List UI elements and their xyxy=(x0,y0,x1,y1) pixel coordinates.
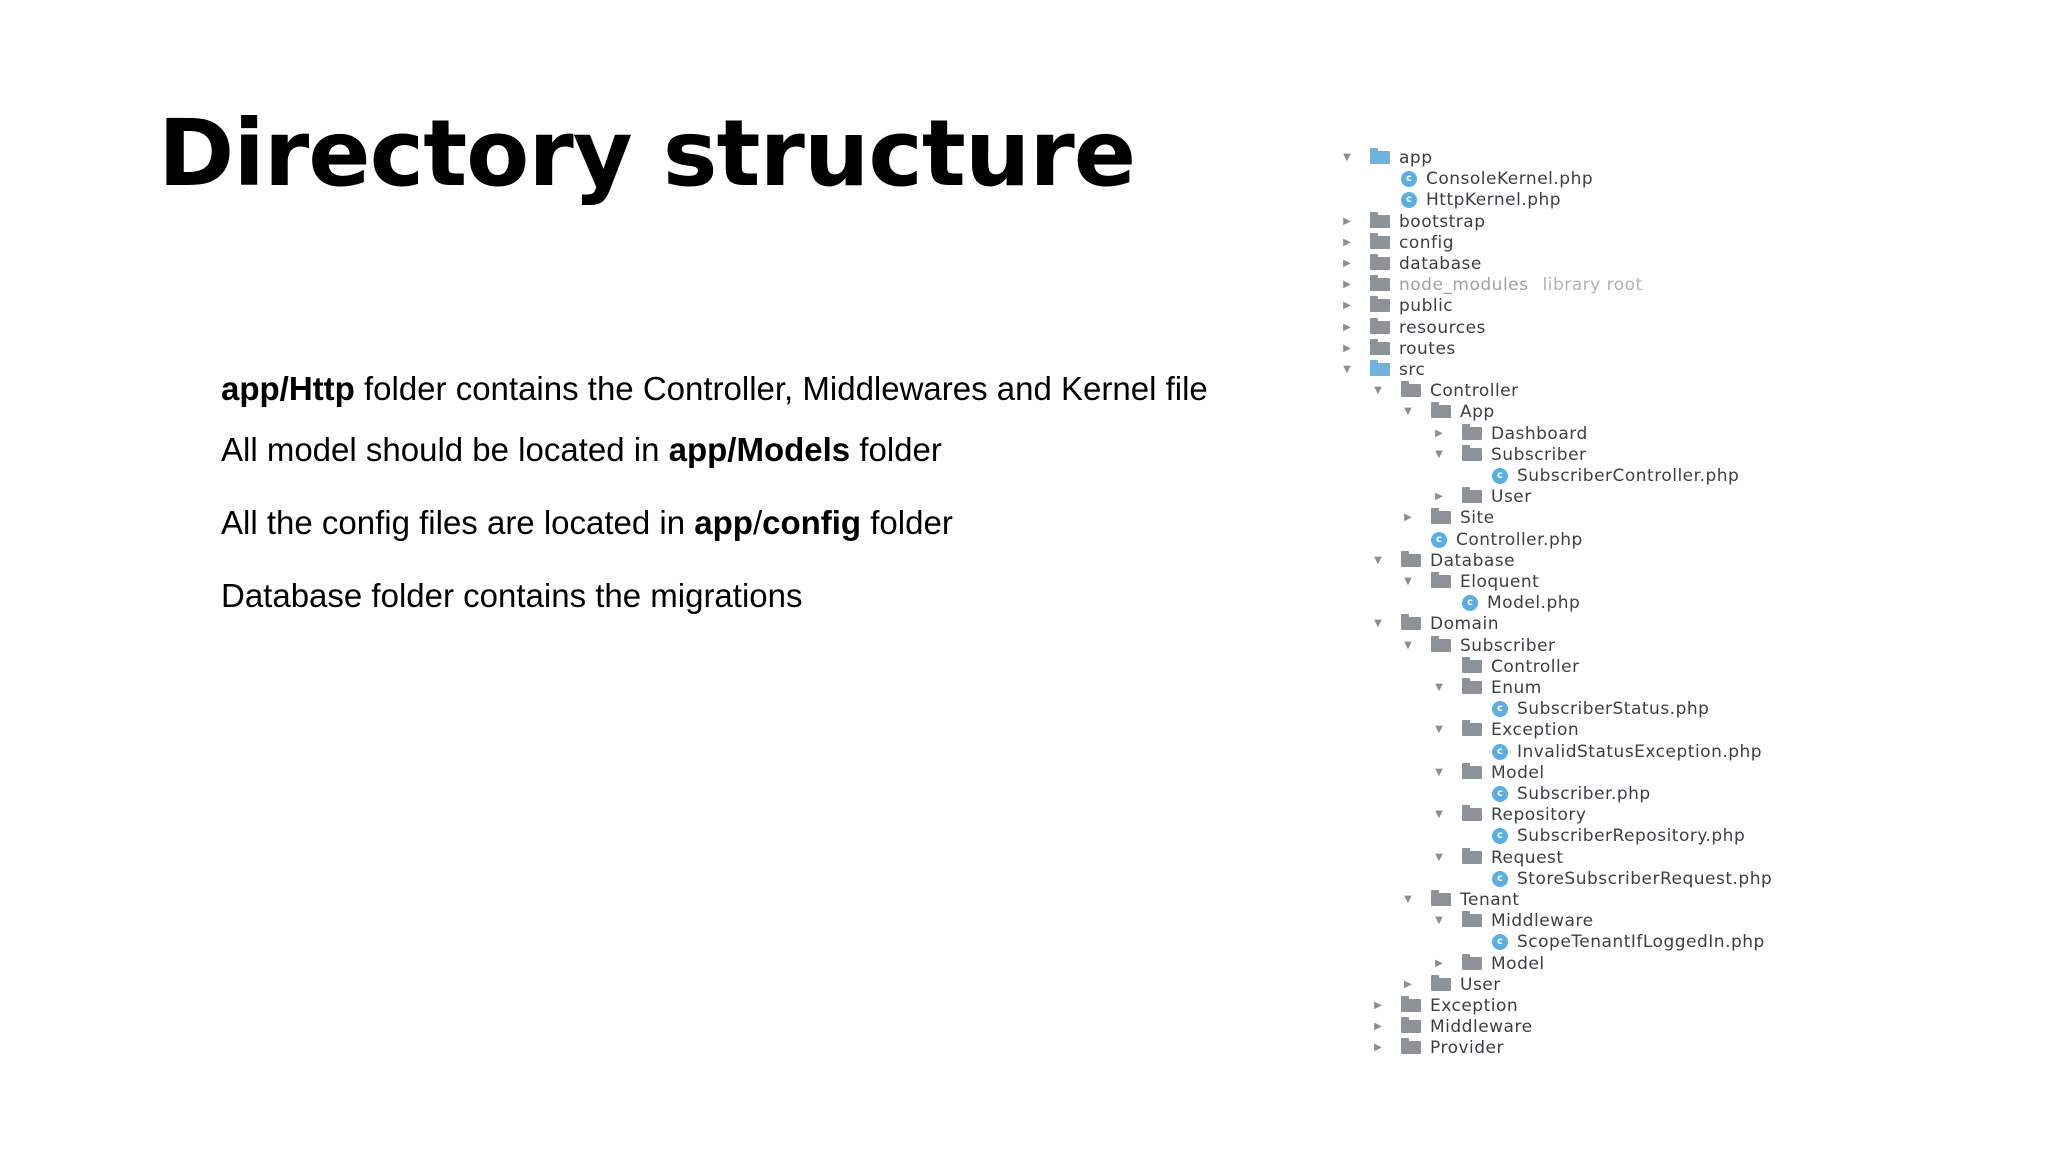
tree-row[interactable] xyxy=(1340,359,1425,380)
folder-icon xyxy=(1370,342,1390,355)
expanded-arrow-icon[interactable]: ▼ xyxy=(1435,809,1443,820)
folder-icon xyxy=(1401,1041,1421,1054)
php-class-file-icon: c xyxy=(1492,871,1508,887)
folder-icon xyxy=(1462,808,1482,821)
php-class-file-icon: c xyxy=(1492,828,1508,844)
tree-row[interactable] xyxy=(1371,168,1593,189)
expanded-arrow-icon[interactable]: ▼ xyxy=(1404,406,1412,417)
tree-item-label: Model xyxy=(1491,762,1545,783)
php-class-file-icon: c xyxy=(1492,744,1508,760)
folder-icon xyxy=(1431,405,1451,418)
folder-icon xyxy=(1401,554,1421,567)
tree-item-label: Controller.php xyxy=(1456,529,1583,550)
tree-item-label: public xyxy=(1399,295,1454,316)
tree-item-label: node_modules xyxy=(1399,274,1529,295)
folder-icon xyxy=(1462,851,1482,864)
collapsed-arrow-icon[interactable]: ▶ xyxy=(1374,1000,1382,1011)
expanded-arrow-icon[interactable]: ▼ xyxy=(1435,449,1443,460)
tree-item-label: Subscriber xyxy=(1460,635,1556,656)
php-class-file-icon: c xyxy=(1492,701,1508,717)
folder-icon xyxy=(1462,766,1482,779)
folder-icon xyxy=(1401,999,1421,1012)
php-class-file-icon: c xyxy=(1431,532,1447,548)
collapsed-arrow-icon[interactable]: ▶ xyxy=(1343,216,1351,227)
tree-row[interactable] xyxy=(1462,741,1762,762)
tree-item-label: Database xyxy=(1430,550,1516,571)
collapsed-arrow-icon[interactable]: ▶ xyxy=(1343,300,1351,311)
collapsed-arrow-icon[interactable]: ▶ xyxy=(1343,258,1351,269)
tree-row[interactable] xyxy=(1371,189,1561,210)
tree-item-label: User xyxy=(1491,486,1532,507)
bullet-text: All model should be located in xyxy=(221,431,669,468)
tree-row[interactable] xyxy=(1371,995,1518,1016)
folder-icon xyxy=(1462,448,1482,461)
tree-item-label: Controller xyxy=(1491,656,1580,677)
tree-row[interactable] xyxy=(1462,465,1739,486)
tree-item-label: Repository xyxy=(1491,804,1587,825)
bullet-text: folder contains the Controller, Middlewares and Kernel file xyxy=(354,370,1208,407)
expanded-arrow-icon[interactable]: ▼ xyxy=(1374,555,1382,566)
folder-icon xyxy=(1370,151,1390,164)
tree-item-label: Eloquent xyxy=(1460,571,1540,592)
tree-row[interactable] xyxy=(1432,444,1587,465)
folder-icon xyxy=(1370,257,1390,270)
tree-row[interactable] xyxy=(1401,507,1495,528)
tree-row[interactable] xyxy=(1340,317,1486,338)
tree-row[interactable] xyxy=(1432,656,1580,677)
tree-item-label: src xyxy=(1399,359,1426,380)
tree-row[interactable] xyxy=(1401,401,1495,422)
folder-icon xyxy=(1370,215,1390,228)
tree-row[interactable] xyxy=(1462,868,1772,889)
tree-row[interactable] xyxy=(1432,486,1532,507)
php-class-file-icon: c xyxy=(1492,786,1508,802)
tree-item-label: ConsoleKernel.php xyxy=(1426,168,1594,189)
expanded-arrow-icon[interactable]: ▼ xyxy=(1404,576,1412,587)
bullet-text: folder xyxy=(861,504,953,541)
tree-row[interactable] xyxy=(1401,571,1539,592)
bullet-app-config xyxy=(221,506,953,539)
slide-title: Directory structure xyxy=(158,100,1136,207)
folder-icon xyxy=(1462,723,1482,736)
tree-row[interactable] xyxy=(1432,847,1564,868)
folder-icon xyxy=(1370,278,1390,291)
folder-icon xyxy=(1401,1020,1421,1033)
tree-item-label: Subscriber xyxy=(1491,444,1587,465)
tree-row[interactable] xyxy=(1371,1037,1504,1058)
tree-item-label: Site xyxy=(1460,507,1495,528)
collapsed-arrow-icon[interactable]: ▶ xyxy=(1435,491,1443,502)
expanded-arrow-icon[interactable]: ▼ xyxy=(1404,640,1412,651)
tree-item-label: Dashboard xyxy=(1491,423,1588,444)
tree-item-label: Tenant xyxy=(1460,889,1520,910)
collapsed-arrow-icon[interactable]: ▶ xyxy=(1343,343,1351,354)
folder-icon xyxy=(1401,617,1421,630)
bullet-text: folder xyxy=(850,431,942,468)
php-class-file-icon: c xyxy=(1401,192,1417,208)
folder-icon xyxy=(1431,978,1451,991)
folder-icon xyxy=(1431,511,1451,524)
tree-item-label: SubscriberController.php xyxy=(1517,465,1740,486)
tree-item-label: bootstrap xyxy=(1399,211,1486,232)
folder-icon xyxy=(1431,575,1451,588)
tree-row[interactable] xyxy=(1462,931,1765,952)
tree-row[interactable] xyxy=(1432,762,1545,783)
tree-item-label: ScopeTenantIfLoggedIn.php xyxy=(1517,931,1765,952)
tree-item-label: StoreSubscriberRequest.php xyxy=(1517,868,1773,889)
tree-item-label: User xyxy=(1460,974,1501,995)
tree-item-label: routes xyxy=(1399,338,1456,359)
bullet-bold: app xyxy=(694,504,753,541)
php-class-file-icon: c xyxy=(1492,468,1508,484)
tree-item-label: Domain xyxy=(1430,613,1499,634)
expanded-arrow-icon[interactable]: ▼ xyxy=(1435,852,1443,863)
folder-icon xyxy=(1370,236,1390,249)
folder-icon xyxy=(1462,660,1482,673)
tree-row[interactable] xyxy=(1432,953,1545,974)
folder-icon xyxy=(1431,639,1451,652)
tree-row[interactable] xyxy=(1432,804,1586,825)
collapsed-arrow-icon[interactable]: ▶ xyxy=(1374,1021,1382,1032)
bullet-text: Database folder contains the migrations xyxy=(221,577,803,614)
tree-row[interactable] xyxy=(1340,147,1433,168)
tree-item-label: Controller xyxy=(1430,380,1519,401)
bullet-app-http xyxy=(221,372,1208,405)
tree-item-label: Model xyxy=(1491,953,1545,974)
tree-row[interactable] xyxy=(1371,1016,1533,1037)
collapsed-arrow-icon[interactable]: ▶ xyxy=(1343,237,1351,248)
tree-row[interactable] xyxy=(1340,338,1456,359)
tree-row[interactable] xyxy=(1432,592,1580,613)
collapsed-arrow-icon[interactable]: ▶ xyxy=(1374,1042,1382,1053)
bullet-bold: app/Http xyxy=(221,370,355,407)
tree-item-label: config xyxy=(1399,232,1455,253)
expanded-arrow-icon[interactable]: ▼ xyxy=(1435,767,1443,778)
tree-row[interactable] xyxy=(1340,274,1643,295)
tree-item-label: SubscriberRepository.php xyxy=(1517,825,1746,846)
tree-row[interactable] xyxy=(1462,825,1745,846)
folder-icon xyxy=(1462,681,1482,694)
bullet-text: / xyxy=(752,504,763,541)
tree-row[interactable] xyxy=(1432,719,1579,740)
folder-icon xyxy=(1462,427,1482,440)
tree-row[interactable] xyxy=(1401,974,1501,995)
folder-icon xyxy=(1370,321,1390,334)
php-class-file-icon: c xyxy=(1492,934,1508,950)
tree-row[interactable] xyxy=(1340,232,1454,253)
bullet-bold: app/Models xyxy=(668,431,851,468)
expanded-arrow-icon[interactable]: ▼ xyxy=(1404,894,1412,905)
tree-item-label: database xyxy=(1399,253,1482,274)
tree-row[interactable] xyxy=(1340,211,1485,232)
tree-item-label: Subscriber.php xyxy=(1517,783,1651,804)
tree-item-label: Provider xyxy=(1430,1037,1504,1058)
tree-item-label: Exception xyxy=(1491,719,1580,740)
expanded-arrow-icon[interactable]: ▼ xyxy=(1435,682,1443,693)
tree-item-label: Middleware xyxy=(1430,1016,1533,1037)
folder-icon xyxy=(1431,893,1451,906)
tree-row[interactable] xyxy=(1432,677,1542,698)
tree-row[interactable] xyxy=(1401,529,1583,550)
folder-icon xyxy=(1462,957,1482,970)
folder-icon xyxy=(1370,299,1390,312)
folder-icon xyxy=(1401,384,1421,397)
tree-item-label: App xyxy=(1460,401,1495,422)
tree-row[interactable] xyxy=(1340,295,1453,316)
tree-row[interactable] xyxy=(1340,253,1482,274)
expanded-arrow-icon[interactable]: ▼ xyxy=(1435,724,1443,735)
bullet-database xyxy=(221,579,803,612)
expanded-arrow-icon[interactable]: ▼ xyxy=(1374,618,1382,629)
tree-item-label: Middleware xyxy=(1491,910,1594,931)
expanded-arrow-icon[interactable]: ▼ xyxy=(1435,915,1443,926)
bullet-app-models xyxy=(221,433,942,466)
tree-item-label: InvalidStatusException.php xyxy=(1517,741,1763,762)
collapsed-arrow-icon[interactable]: ▶ xyxy=(1404,979,1412,990)
expanded-arrow-icon[interactable]: ▼ xyxy=(1374,385,1382,396)
bullet-text: All the config files are located in xyxy=(221,504,695,541)
tree-item-note: library root xyxy=(1542,274,1643,295)
folder-icon xyxy=(1370,363,1390,376)
tree-item-label: HttpKernel.php xyxy=(1426,189,1562,210)
expanded-arrow-icon[interactable]: ▼ xyxy=(1343,152,1351,163)
collapsed-arrow-icon[interactable]: ▶ xyxy=(1343,322,1351,333)
tree-item-label: Model.php xyxy=(1487,592,1581,613)
tree-item-label: resources xyxy=(1399,317,1486,338)
tree-row[interactable] xyxy=(1401,635,1556,656)
expanded-arrow-icon[interactable]: ▼ xyxy=(1343,364,1351,375)
tree-item-label: Exception xyxy=(1430,995,1519,1016)
tree-row[interactable] xyxy=(1432,910,1594,931)
tree-row[interactable] xyxy=(1371,613,1499,634)
folder-icon xyxy=(1462,914,1482,927)
tree-item-label: app xyxy=(1399,147,1433,168)
tree-item-label: SubscriberStatus.php xyxy=(1517,698,1710,719)
php-class-file-icon: c xyxy=(1401,171,1417,187)
tree-row[interactable] xyxy=(1462,698,1709,719)
collapsed-arrow-icon[interactable]: ▶ xyxy=(1404,512,1412,523)
tree-row[interactable] xyxy=(1462,783,1651,804)
tree-item-label: Request xyxy=(1491,847,1564,868)
bullet-bold: config xyxy=(762,504,862,541)
folder-icon xyxy=(1462,490,1482,503)
tree-item-label: Enum xyxy=(1491,677,1542,698)
tree-row[interactable] xyxy=(1432,423,1588,444)
collapsed-arrow-icon[interactable]: ▶ xyxy=(1343,279,1351,290)
tree-row[interactable] xyxy=(1371,550,1515,571)
tree-row[interactable] xyxy=(1401,889,1520,910)
collapsed-arrow-icon[interactable]: ▶ xyxy=(1435,428,1443,439)
tree-row[interactable] xyxy=(1371,380,1519,401)
php-class-file-icon: c xyxy=(1462,595,1478,611)
collapsed-arrow-icon[interactable]: ▶ xyxy=(1435,958,1443,969)
